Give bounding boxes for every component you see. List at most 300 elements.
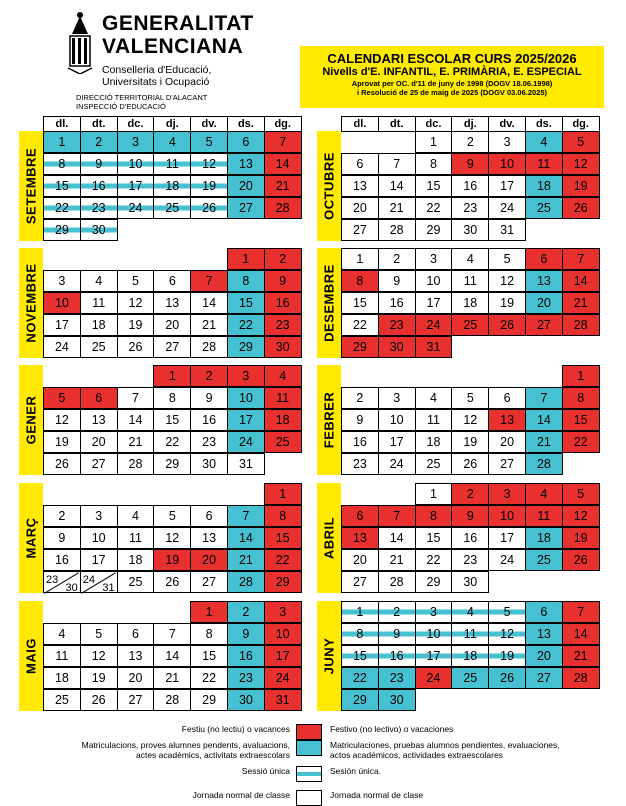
month-label: MARÇ (19, 483, 43, 593)
day-cell: 19 (117, 314, 155, 336)
day-cell: 7 (153, 623, 191, 645)
day-cell: 6 (525, 248, 563, 270)
day-cell: 6 (117, 623, 155, 645)
day-cell: 2 (451, 483, 489, 505)
day-cell: 23 (80, 197, 118, 219)
legend-swatch (296, 740, 322, 756)
day-cell: 14 (525, 409, 563, 431)
day-cell: 17 (488, 175, 526, 197)
day-cell: 6 (341, 153, 379, 175)
day-cell: 15 (153, 409, 191, 431)
weekday-header: dt. (378, 116, 416, 132)
day-cell: 13 (80, 409, 118, 431)
legend-swatch (296, 766, 322, 782)
day-cell: 22 (227, 314, 265, 336)
day-cell: 28 (378, 571, 416, 593)
weekday-header: dv. (488, 116, 526, 132)
legend-label-valencian: Sessió única (241, 766, 290, 776)
day-cell: 12 (153, 527, 191, 549)
calendar-subtitle: Nivells d'E. INFANTIL, E. PRIMÀRIA, E. ESPECIAL (322, 66, 582, 78)
day-cell: 19 (80, 667, 118, 689)
day-cell: 1 (415, 483, 453, 505)
day-cell: 30 (451, 219, 489, 241)
day-cell: 26 (488, 667, 526, 689)
day-cell: 10 (80, 527, 118, 549)
day-cell: 5 (488, 248, 526, 270)
day-cell: 4 (415, 387, 453, 409)
day-cell: 11 (43, 645, 81, 667)
weekday-header: dl. (341, 116, 379, 132)
day-cell: 20 (190, 549, 228, 571)
month-label: JUNY (317, 601, 341, 711)
day-cell: 22 (43, 197, 81, 219)
day-cell: 14 (562, 623, 600, 645)
day-cell: 12 (488, 270, 526, 292)
day-cell: 31 (488, 219, 526, 241)
day-cell: 10 (227, 387, 265, 409)
day-cell: 28 (227, 571, 265, 593)
day-cell: 25 (264, 431, 302, 453)
day-cell: 19 (190, 175, 228, 197)
day-cell: 4 (451, 248, 489, 270)
day-cell: 30 (80, 219, 118, 241)
day-cell: 22 (264, 549, 302, 571)
day-cell: 16 (264, 292, 302, 314)
day-cell: 15 (341, 645, 379, 667)
day-cell: 8 (264, 505, 302, 527)
day-cell: 4 (117, 505, 155, 527)
day-cell: 28 (117, 453, 155, 475)
day-cell: 20 (341, 197, 379, 219)
day-cell: 29 (227, 336, 265, 358)
day-cell: 15 (190, 645, 228, 667)
day-cell: 3 (117, 131, 155, 153)
day-cell: 27 (341, 219, 379, 241)
weekday-header: dj. (153, 116, 191, 132)
day-cell: 27 (190, 571, 228, 593)
day-cell: 10 (117, 153, 155, 175)
day-cell: 21 (378, 549, 416, 571)
day-cell: 18 (153, 175, 191, 197)
day-cell: 1 (190, 601, 228, 623)
month-label: NOVEMBRE (19, 248, 43, 358)
day-cell: 10 (415, 623, 453, 645)
day-cell: 31 (415, 336, 453, 358)
day-cell: 3 (415, 601, 453, 623)
day-cell: 23 (190, 431, 228, 453)
day-cell: 28 (525, 453, 563, 475)
day-cell: 11 (264, 387, 302, 409)
logo-directorate: DIRECCIÓ TERRITORIAL D'ALACANT INSPECCIÓ D'EDUCACIÓ (76, 93, 208, 111)
day-cell: 1 (562, 365, 600, 387)
day-cell: 21 (562, 292, 600, 314)
day-cell: 9 (341, 409, 379, 431)
day-cell: 21 (378, 197, 416, 219)
day-cell: 26 (80, 689, 118, 711)
day-cell: 14 (117, 409, 155, 431)
day-cell: 17 (80, 549, 118, 571)
day-cell: 6 (525, 601, 563, 623)
weekday-header: dt. (80, 116, 118, 132)
day-cell: 8 (153, 387, 191, 409)
weekday-header: dl. (43, 116, 81, 132)
day-cell: 7 (227, 505, 265, 527)
day-cell: 10 (415, 270, 453, 292)
day-cell: 28 (378, 219, 416, 241)
day-cell: 6 (227, 131, 265, 153)
day-cell: 6 (153, 270, 191, 292)
day-cell: 5 (562, 131, 600, 153)
day-cell: 10 (488, 153, 526, 175)
day-cell: 21 (153, 667, 191, 689)
day-cell: 2 (378, 248, 416, 270)
day-cell: 15 (43, 175, 81, 197)
day-cell: 15 (415, 175, 453, 197)
day-cell: 12 (190, 153, 228, 175)
day-cell: 6 (341, 505, 379, 527)
day-cell: 2 (451, 131, 489, 153)
day-cell: 26 (43, 453, 81, 475)
day-cell: 26 (117, 336, 155, 358)
day-cell: 19 (488, 292, 526, 314)
day-cell: 24 (227, 431, 265, 453)
day-cell: 3 (488, 131, 526, 153)
day-cell: 22 (153, 431, 191, 453)
day-cell: 14 (264, 153, 302, 175)
legend-label-spanish: Festivo (no lectivo) o vacaciones (330, 724, 454, 734)
day-cell: 25 (451, 314, 489, 336)
day-cell: 10 (488, 505, 526, 527)
day-cell: 7 (378, 153, 416, 175)
legend-swatch (296, 790, 322, 806)
day-cell: 11 (80, 292, 118, 314)
day-cell: 16 (341, 431, 379, 453)
day-cell: 17 (227, 409, 265, 431)
day-cell: 2 (341, 387, 379, 409)
day-cell: 23 (341, 453, 379, 475)
day-cell: 20 (525, 645, 563, 667)
day-cell: 3 (415, 248, 453, 270)
day-cell: 3 (80, 505, 118, 527)
day-cell: 14 (190, 292, 228, 314)
day-cell: 18 (451, 292, 489, 314)
day-cell: 24 (488, 197, 526, 219)
day-cell: 15 (264, 527, 302, 549)
day-cell: 23 (451, 197, 489, 219)
day-cell: 30 (264, 336, 302, 358)
day-cell: 11 (451, 623, 489, 645)
legend-label-spanish: Matriculaciones, pruebas alumnos pendientes, evaluaciones, actos académicos, actividades extraescolares (330, 740, 560, 760)
day-cell: 29 (341, 689, 379, 711)
day-cell: 19 (451, 431, 489, 453)
day-cell: 9 (227, 623, 265, 645)
day-cell: 12 (80, 645, 118, 667)
day-cell: 7 (562, 248, 600, 270)
day-cell: 19 (562, 527, 600, 549)
day-cell: 25 (415, 453, 453, 475)
day-cell: 18 (264, 409, 302, 431)
day-cell: 27 (153, 336, 191, 358)
day-cell: 14 (378, 527, 416, 549)
day-cell: 6 (488, 387, 526, 409)
day-cell: 29 (341, 336, 379, 358)
day-cell: 22 (190, 667, 228, 689)
day-cell: 13 (525, 623, 563, 645)
day-cell: 24 (415, 667, 453, 689)
day-cell: 29 (415, 571, 453, 593)
day-cell: 10 (378, 409, 416, 431)
day-cell: 29 (153, 453, 191, 475)
day-cell: 6 (80, 387, 118, 409)
day-cell: 9 (451, 153, 489, 175)
day-cell: 24 (117, 197, 155, 219)
day-cell: 17 (415, 292, 453, 314)
day-cell: 13 (341, 175, 379, 197)
day-cell: 1 (341, 248, 379, 270)
day-cell: 28 (562, 314, 600, 336)
day-cell: 27 (525, 667, 563, 689)
day-cell: 30 (378, 336, 416, 358)
day-cell: 21 (562, 645, 600, 667)
day-cell: 26 (488, 314, 526, 336)
day-cell: 30 (451, 571, 489, 593)
day-cell: 3 (378, 387, 416, 409)
day-cell: 19 (488, 645, 526, 667)
day-cell: 18 (117, 549, 155, 571)
day-cell: 5 (80, 623, 118, 645)
day-cell: 19 (153, 549, 191, 571)
day-cell: 1 (227, 248, 265, 270)
day-cell: 2 (43, 505, 81, 527)
day-cell: 20 (117, 667, 155, 689)
day-cell: 24 (43, 336, 81, 358)
day-cell: 23 (378, 314, 416, 336)
day-cell: 5 (153, 505, 191, 527)
day-cell: 17 (488, 527, 526, 549)
day-cell: 16 (378, 292, 416, 314)
day-cell: 17 (415, 645, 453, 667)
day-cell: 13 (153, 292, 191, 314)
day-cell: 27 (341, 571, 379, 593)
weekday-header: dj. (451, 116, 489, 132)
day-cell: 5 (451, 387, 489, 409)
generalitat-logo (66, 12, 266, 112)
month-label: MAIG (19, 601, 43, 711)
day-cell: 7 (264, 131, 302, 153)
day-cell: 16 (451, 527, 489, 549)
day-cell: 11 (451, 270, 489, 292)
day-cell: 13 (341, 527, 379, 549)
weekday-header: dv. (190, 116, 228, 132)
legend-label-spanish: Sesión única. (330, 766, 382, 776)
day-cell: 4 (451, 601, 489, 623)
day-cell: 21 (190, 314, 228, 336)
day-cell: 22 (341, 314, 379, 336)
day-cell: 16 (378, 645, 416, 667)
day-cell: 26 (562, 197, 600, 219)
day-cell: 30 (190, 453, 228, 475)
day-cell: 2 (80, 131, 118, 153)
day-cell: 12 (43, 409, 81, 431)
coat-of-arms-icon (66, 12, 94, 74)
day-cell: 9 (190, 387, 228, 409)
day-cell: 31 (264, 689, 302, 711)
day-cell: 18 (451, 645, 489, 667)
day-cell: 22 (562, 431, 600, 453)
month-label: OCTUBRE (317, 131, 341, 241)
day-cell: 1 (341, 601, 379, 623)
day-cell: 29 (264, 571, 302, 593)
day-cell: 30 (378, 689, 416, 711)
day-cell: 26 (153, 571, 191, 593)
day-cell: 7 (117, 387, 155, 409)
day-cell: 15 (341, 292, 379, 314)
month-label: SETEMBRE (19, 131, 43, 241)
day-cell: 8 (43, 153, 81, 175)
day-cell: 8 (190, 623, 228, 645)
day-cell: 16 (190, 409, 228, 431)
day-cell: 17 (117, 175, 155, 197)
day-cell: 1 (264, 483, 302, 505)
month-label: ABRIL (317, 483, 341, 593)
day-cell: 13 (525, 270, 563, 292)
calendar-header (300, 46, 604, 108)
day-cell: 24 31 (80, 571, 118, 593)
day-cell: 4 (43, 623, 81, 645)
day-cell: 24 (378, 453, 416, 475)
day-cell: 7 (378, 505, 416, 527)
day-cell: 14 (227, 527, 265, 549)
day-cell: 25 (43, 689, 81, 711)
day-cell: 11 (117, 527, 155, 549)
day-cell: 8 (562, 387, 600, 409)
day-cell: 12 (562, 153, 600, 175)
day-cell: 22 (415, 197, 453, 219)
day-cell: 7 (562, 601, 600, 623)
day-cell: 8 (415, 153, 453, 175)
day-cell: 20 (525, 292, 563, 314)
day-cell: 5 (562, 483, 600, 505)
day-cell: 29 (43, 219, 81, 241)
day-cell: 20 (80, 431, 118, 453)
day-cell: 15 (562, 409, 600, 431)
day-cell: 30 (227, 689, 265, 711)
day-cell: 29 (415, 219, 453, 241)
day-cell: 21 (117, 431, 155, 453)
day-cell: 18 (80, 314, 118, 336)
day-cell: 9 (80, 153, 118, 175)
day-cell: 3 (227, 365, 265, 387)
day-cell: 2 (378, 601, 416, 623)
day-cell: 20 (488, 431, 526, 453)
month-label: GENER (19, 365, 43, 475)
day-cell: 25 (451, 667, 489, 689)
month-label: FEBRER (317, 365, 341, 475)
day-cell: 21 (525, 431, 563, 453)
day-cell: 14 (378, 175, 416, 197)
approval-note: Aprovat per OC. d'11 de juny de 1998 (DOGV 18.06.1998) (351, 79, 553, 88)
day-cell: 2 (190, 365, 228, 387)
weekday-header: dg. (562, 116, 600, 132)
day-cell: 19 (562, 175, 600, 197)
day-cell: 17 (378, 431, 416, 453)
day-cell: 11 (525, 505, 563, 527)
day-cell: 22 (341, 667, 379, 689)
day-cell: 16 (43, 549, 81, 571)
resolution-note: i Resolució de 25 de maig de 2025 (DOGV 03.06.2025) (356, 88, 548, 97)
day-cell: 6 (190, 505, 228, 527)
weekday-header: ds. (227, 116, 265, 132)
day-cell: 21 (264, 175, 302, 197)
day-cell: 23 (227, 667, 265, 689)
day-cell: 23 30 (43, 571, 81, 593)
logo-subtitle: Conselleria d'Educació, Universitats i Ocupació (102, 64, 212, 88)
logo-title: GENERALITAT VALENCIANA (102, 12, 254, 58)
day-cell: 27 (525, 314, 563, 336)
day-cell: 1 (415, 131, 453, 153)
day-cell: 4 (153, 131, 191, 153)
day-cell: 8 (415, 505, 453, 527)
day-cell: 10 (43, 292, 81, 314)
day-cell: 2 (227, 601, 265, 623)
legend-label-valencian: Jornada normal de classe (192, 790, 290, 800)
day-cell: 1 (43, 131, 81, 153)
day-cell: 13 (488, 409, 526, 431)
day-cell: 21 (227, 549, 265, 571)
day-cell: 3 (43, 270, 81, 292)
day-cell: 7 (190, 270, 228, 292)
day-cell: 3 (488, 483, 526, 505)
day-cell: 24 (264, 667, 302, 689)
day-cell: 20 (341, 549, 379, 571)
calendar-title: CALENDARI ESCOLAR CURS 2025/2026 (327, 51, 577, 66)
day-cell: 16 (80, 175, 118, 197)
day-cell: 25 (525, 197, 563, 219)
day-cell: 24 (488, 549, 526, 571)
day-cell: 9 (451, 505, 489, 527)
month-label: DESEMBRE (317, 248, 341, 358)
day-cell: 17 (264, 645, 302, 667)
day-cell: 25 (117, 571, 155, 593)
day-cell: 27 (80, 453, 118, 475)
weekday-header: dc. (415, 116, 453, 132)
day-cell: 26 (190, 197, 228, 219)
day-cell: 12 (562, 505, 600, 527)
day-cell: 4 (525, 483, 563, 505)
day-cell: 28 (190, 336, 228, 358)
legend-label-spanish: Jornada normal de clase (330, 790, 424, 800)
day-cell: 29 (190, 689, 228, 711)
day-cell: 8 (341, 270, 379, 292)
day-cell: 27 (117, 689, 155, 711)
legend-label-valencian: Matriculacions, proves alumnes pendents, avaluacions, actes acadèmics, activitats extraescolars (81, 740, 290, 760)
weekday-header: dc. (117, 116, 155, 132)
day-cell: 28 (153, 689, 191, 711)
day-cell: 31 (227, 453, 265, 475)
day-cell: 25 (80, 336, 118, 358)
day-cell: 13 (117, 645, 155, 667)
day-cell: 5 (190, 131, 228, 153)
day-cell: 2 (264, 248, 302, 270)
day-cell: 15 (227, 292, 265, 314)
day-cell: 18 (525, 175, 563, 197)
day-cell: 15 (415, 527, 453, 549)
weekday-header: ds. (525, 116, 563, 132)
weekday-header: dg. (264, 116, 302, 132)
day-cell: 1 (153, 365, 191, 387)
day-cell: 4 (264, 365, 302, 387)
day-cell: 23 (264, 314, 302, 336)
